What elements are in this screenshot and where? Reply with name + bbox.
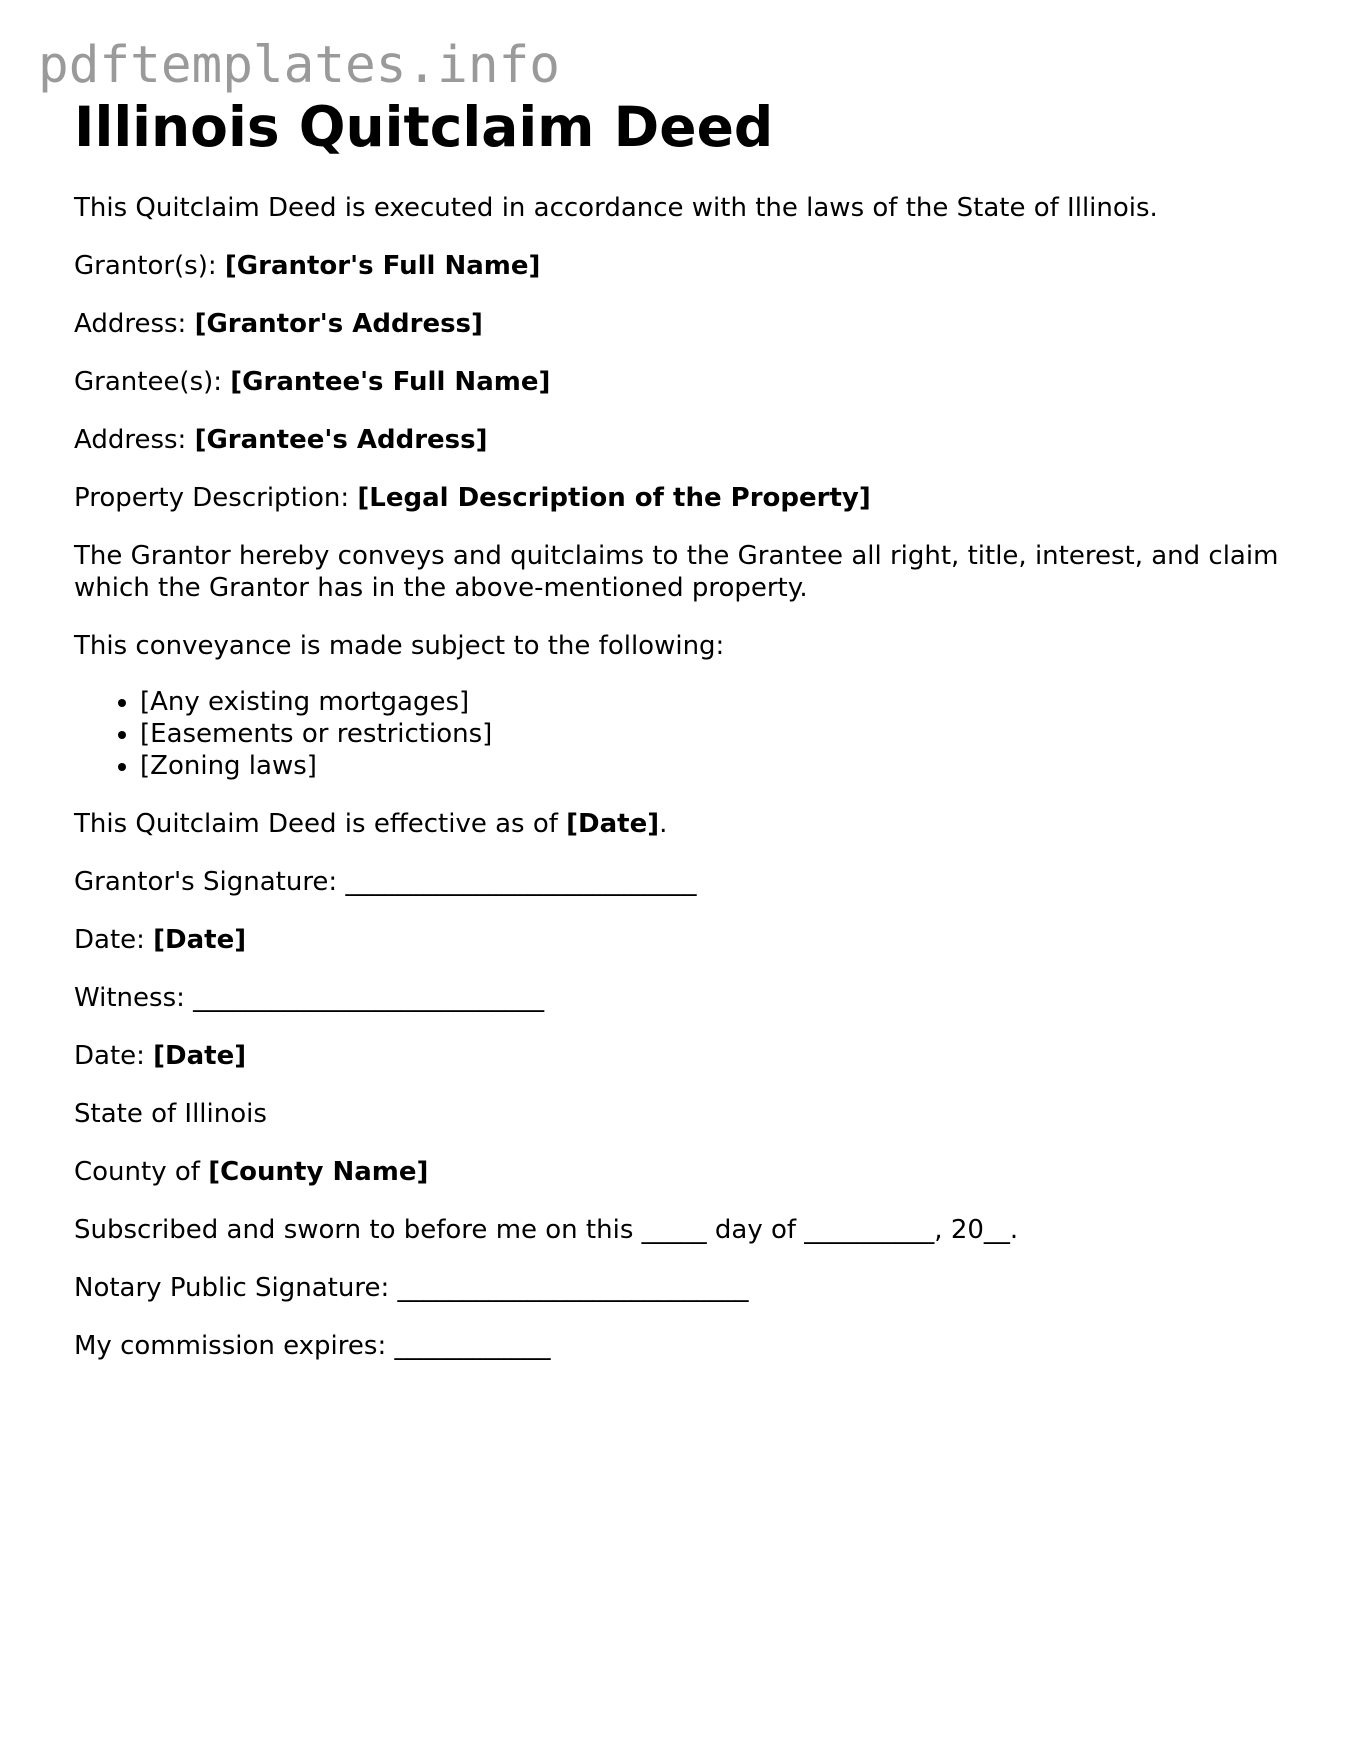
- date-label: Date:: [74, 1041, 154, 1071]
- list-item: • [Zoning laws]: [140, 750, 1284, 782]
- intro-paragraph: This Quitclaim Deed is executed in accordance with the laws of the State of Illinois.: [74, 193, 1158, 223]
- page-title: Illinois Quitclaim Deed: [74, 95, 774, 159]
- county-label: County of: [74, 1157, 209, 1187]
- state-line: State of Illinois: [74, 1099, 267, 1129]
- property-label: Property Description:: [74, 483, 358, 513]
- grantor-signature-line: Grantor's Signature: ___________________________: [74, 867, 697, 897]
- grantee-value: [Grantee's Full Name]: [230, 367, 551, 397]
- grantor-date-field: [74, 924, 1284, 956]
- watermark: pdftemplates.info: [38, 36, 560, 95]
- grantor-address-label: Address:: [74, 309, 195, 339]
- grantee-address-value: [Grantee's Address]: [194, 425, 488, 455]
- conveyance-paragraph: The Grantor hereby conveys and quitclaims to the Grantee all right, title, interest, and claim which the Grantor has in the above-mentioned property.: [74, 541, 1279, 603]
- document-page: [74, 96, 1284, 1388]
- list-item: • [Any existing mortgages]: [140, 686, 1284, 718]
- grantee-address-label: Address:: [74, 425, 195, 455]
- grantee-label: Grantee(s):: [74, 367, 231, 397]
- grantor-address-field: [74, 308, 1284, 340]
- date-label: Date:: [74, 925, 154, 955]
- date-value: [Date]: [153, 1041, 247, 1071]
- property-description-field: [74, 482, 1284, 514]
- sworn-statement: Subscribed and sworn to before me on this _____ day of __________, 20__.: [74, 1215, 1019, 1245]
- grantor-address-value: [Grantor's Address]: [194, 309, 483, 339]
- list-item: • [Easements or restrictions]: [140, 718, 1284, 750]
- effective-date-field: [74, 808, 1284, 840]
- grantor-field: [74, 250, 1284, 282]
- effective-suffix: .: [659, 809, 668, 839]
- subject-intro: This conveyance is made subject to the following:: [74, 631, 725, 661]
- effective-prefix: This Quitclaim Deed is effective as of: [74, 809, 567, 839]
- date-value: [Date]: [153, 925, 247, 955]
- effective-date-value: [Date]: [566, 809, 660, 839]
- grantor-value: [Grantor's Full Name]: [224, 251, 541, 281]
- property-value: [Legal Description of the Property]: [357, 483, 871, 513]
- notary-signature-line: Notary Public Signature: ___________________________: [74, 1273, 749, 1303]
- county-field: [74, 1156, 1284, 1188]
- witness-date-field: [74, 1040, 1284, 1072]
- grantor-label: Grantor(s):: [74, 251, 225, 281]
- grantee-address-field: [74, 424, 1284, 456]
- subject-list: [74, 686, 1284, 782]
- county-value: [County Name]: [208, 1157, 429, 1187]
- commission-expires-line: My commission expires: ____________: [74, 1331, 551, 1361]
- grantee-field: [74, 366, 1284, 398]
- witness-signature-line: Witness: ___________________________: [74, 983, 545, 1013]
